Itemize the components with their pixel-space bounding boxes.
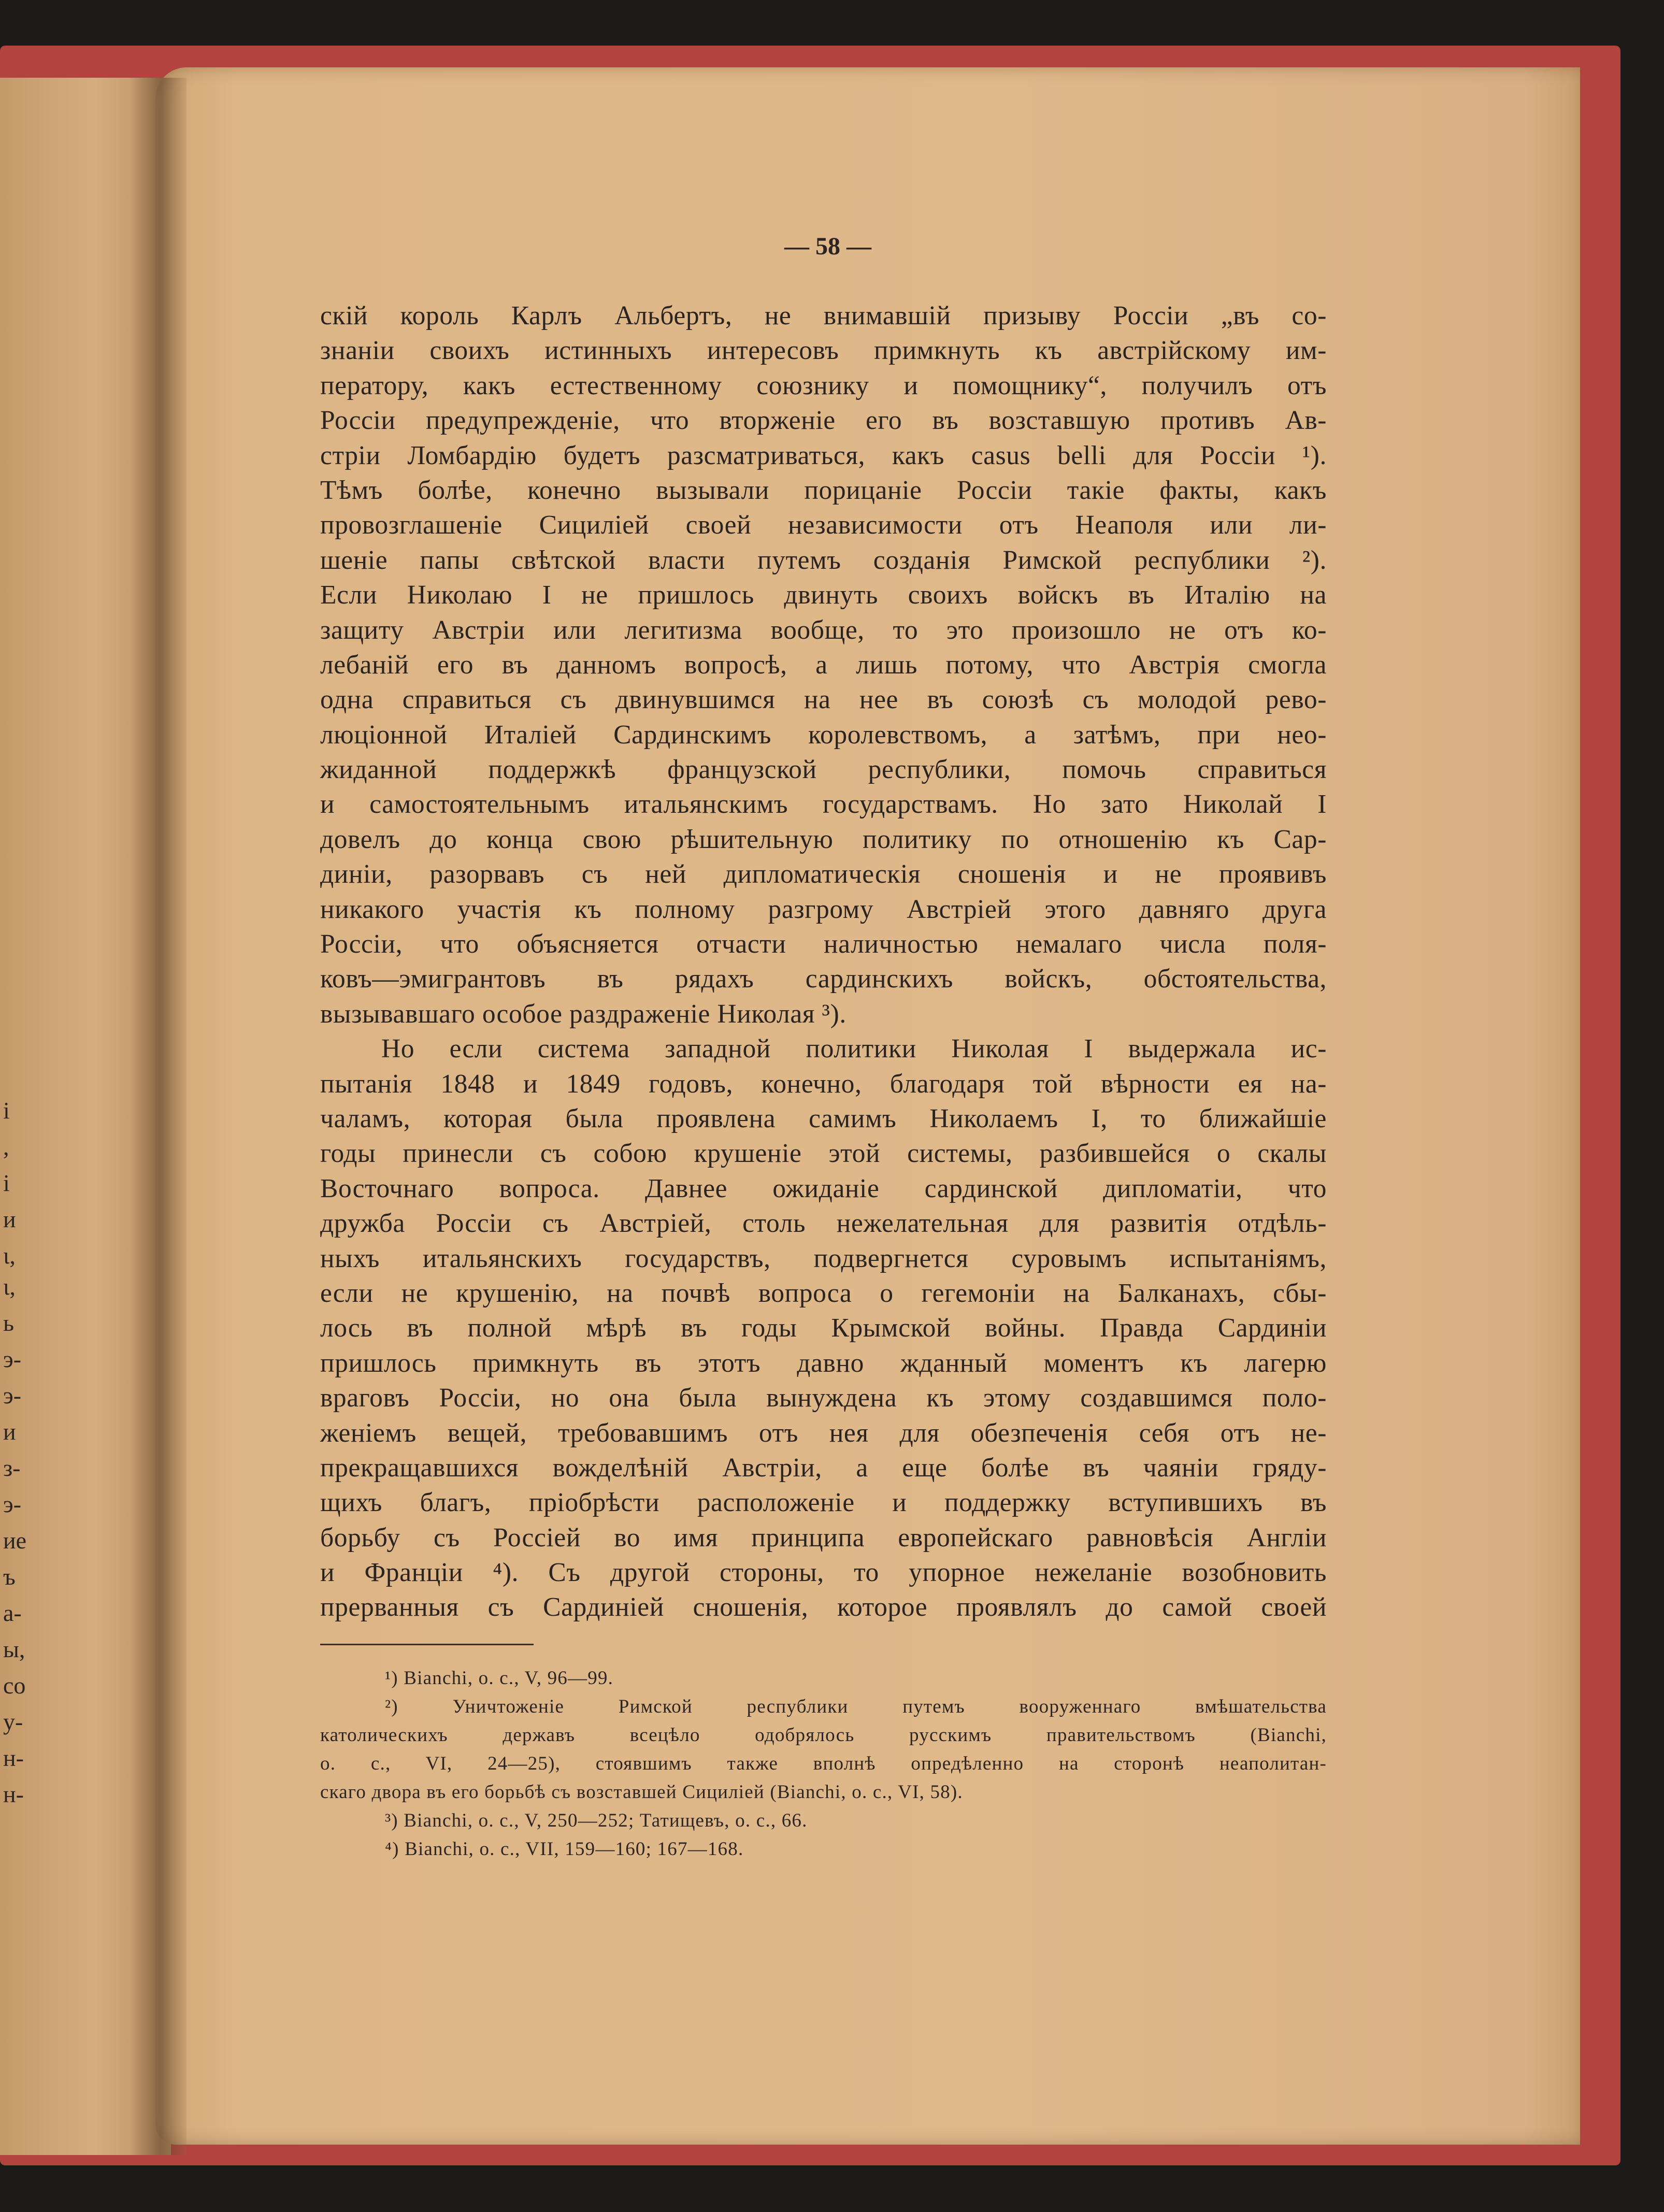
text-line: провозглашеніе Сициліей своей независимости отъ Неаполя или ли-: [320, 510, 1327, 540]
text-line: годы принесли съ собою крушеніе этой системы, разбившейся о скалы: [320, 1139, 1327, 1169]
left-page-fragment: и: [3, 1418, 16, 1445]
text-line: прерванныя съ Сардиніей сношенія, которое проявлялъ до самой своей: [320, 1592, 1327, 1622]
left-page-fragment: со: [3, 1672, 26, 1699]
text-line: ператору, какъ естественному союзнику и помощнику“, получилъ отъ: [320, 370, 1327, 400]
text-line: и самостоятельнымъ итальянскимъ государствамъ. Но зато Николай I: [320, 789, 1327, 820]
left-page-fragment: и: [3, 1206, 16, 1232]
text-line: ковъ—эмигрантовъ въ рядахъ сардинскихъ войскъ, обстоятельства,: [320, 964, 1327, 994]
left-page-fragment: і: [3, 1170, 10, 1196]
left-page-fragment: а-: [3, 1600, 22, 1626]
left-page-fragment: н-: [3, 1745, 24, 1771]
text-line: если не крушенію, на почвѣ вопроса о гегемоніи на Балканахъ, сбы-: [320, 1278, 1327, 1308]
text-line: Россіи предупрежденіе, что вторженіе его въ возставшую противъ Ав-: [320, 406, 1327, 436]
footnote-line: католическихъ державъ всецѣло одобрялось русскимъ правительствомъ (Bianchi,: [320, 1725, 1327, 1746]
text-line: довелъ до конца свою рѣшительную политику по отношенію къ Сар-: [320, 824, 1327, 854]
text-line: лось въ полной мѣрѣ въ годы Крымской войны. Правда Сардиніи: [320, 1313, 1327, 1343]
text-line: пытанія 1848 и 1849 годовъ, конечно, благодаря той вѣрности ея на-: [320, 1069, 1327, 1099]
footnotes: [320, 1664, 1327, 1863]
text-line: Россіи, что объясняется отчасти наличностью немалаго числа поля-: [320, 929, 1327, 959]
footnote-line: ³) Bianchi, o. c., V, 250—252; Татищевъ, o. c., 66.: [385, 1810, 808, 1831]
footnote-line: ²) Уничтоженіе Римской республики путемъ вооруженнаго вмѣшательства: [385, 1696, 1327, 1717]
left-page-fragment: ,: [3, 1133, 9, 1160]
text-line: защиту Австріи или легитизма вообще, то это произошло не отъ ко-: [320, 615, 1327, 645]
left-page-fragment: э-: [3, 1382, 22, 1409]
left-page-fragment: ь: [3, 1310, 14, 1336]
text-line: ныхъ итальянскихъ государствъ, подвергнется суровымъ испытаніямъ,: [320, 1243, 1327, 1273]
body-text: [320, 298, 1327, 1625]
text-line: Восточнаго вопроса. Давнее ожиданіе сардинской дипломатіи, что: [320, 1173, 1327, 1203]
text-line: диніи, разорвавъ съ ней дипломатическія сношенія и не проявивъ: [320, 859, 1327, 889]
left-page-fragment: ъ: [3, 1563, 16, 1590]
left-page-fragment: у-: [3, 1708, 23, 1735]
page-number: — 58 —: [784, 233, 871, 260]
text-line: вызывавшаго особое раздраженіе Николая ³).: [320, 999, 847, 1029]
left-page-fragment: ι,: [3, 1242, 16, 1269]
left-page-fragment: ы,: [3, 1636, 25, 1662]
text-line: шеніе папы свѣтской власти путемъ созданія Римской республики ²).: [320, 545, 1327, 575]
text-line: чаламъ, которая была проявлена самимъ Николаемъ I, то ближайшіе: [320, 1103, 1327, 1133]
left-page-fragment: ие: [3, 1527, 27, 1554]
text-line: одна справиться съ двинувшимся на нее въ союзѣ съ молодой рево-: [320, 685, 1327, 715]
text-line: пришлось примкнуть въ этотъ давно жданный моментъ къ лагерю: [320, 1348, 1327, 1378]
text-line: женіемъ вещей, требовавшимъ отъ нея для обезпеченія себя отъ не-: [320, 1418, 1327, 1448]
text-line: и Франціи ⁴). Съ другой стороны, то упорное нежеланіе возобновить: [320, 1558, 1327, 1588]
book-gutter: [130, 78, 187, 2155]
text-line: Тѣмъ болѣе, конечно вызывали порицаніе Россіи такіе факты, какъ: [320, 475, 1327, 505]
text-line: скій король Карлъ Альбертъ, не внимавшій призыву Россіи „въ со-: [320, 301, 1327, 331]
left-page-fragment: ι,: [3, 1273, 16, 1300]
text-line: борьбу съ Россіей во имя принципа европейскаго равновѣсія Англіи: [320, 1522, 1327, 1553]
text-line: люціонной Италіей Сардинскимъ королевствомъ, а затѣмъ, при нео-: [320, 720, 1327, 750]
text-line: щихъ благъ, пріобрѣсти расположеніе и поддержку вступившихъ въ: [320, 1488, 1327, 1518]
text-line: знаніи своихъ истинныхъ интересовъ примкнуть къ австрійскому им-: [320, 336, 1327, 366]
footnote-divider: [320, 1644, 534, 1645]
text-line: никакого участія къ полному разгрому Австріей этого давняго друга: [320, 894, 1327, 924]
footnote-line: ¹) Bianchi, o. c., V, 96—99.: [385, 1668, 614, 1689]
text-line: дружба Россіи съ Австріей, столь нежелательная для развитія отдѣль-: [320, 1209, 1327, 1239]
left-page-fragment: з-: [3, 1455, 21, 1481]
left-page-fragment: і: [3, 1097, 10, 1124]
text-line: враговъ Россіи, но она была вынуждена къ этому создавшимся поло-: [320, 1383, 1327, 1413]
left-page-fragment: э-: [3, 1346, 22, 1372]
footnote-line: скаго двора въ его борьбѣ съ возставшей Сициліей (Bianchi, o. c., VI, 58).: [320, 1782, 963, 1803]
left-page-fragment: э-: [3, 1491, 22, 1517]
text-line: стріи Ломбардію будетъ разсматриваться, какъ casus belli для Россіи ¹).: [320, 440, 1327, 470]
footnote-line: o. c., VI, 24—25), стоявшимъ также вполнѣ опредѣленно на сторонѣ неаполитан-: [320, 1753, 1327, 1774]
footnote-line: ⁴) Bianchi, o. c., VII, 159—160; 167—168.: [385, 1838, 744, 1860]
text-line: прекращавшихся вожделѣній Австріи, а еще болѣе въ чаяніи гряду-: [320, 1453, 1327, 1483]
text-line: лебаній его въ данномъ вопросѣ, а лишь потому, что Австрія смогла: [320, 650, 1327, 680]
text-line: Но если система западной политики Николая I выдержала ис-: [381, 1034, 1327, 1064]
text-line: Если Николаю I не пришлось двинуть своихъ войскъ въ Италію на: [320, 580, 1327, 610]
text-line: жиданной поддержкѣ французской республики, помочь справиться: [320, 755, 1327, 785]
left-page-fragment: н-: [3, 1781, 24, 1807]
